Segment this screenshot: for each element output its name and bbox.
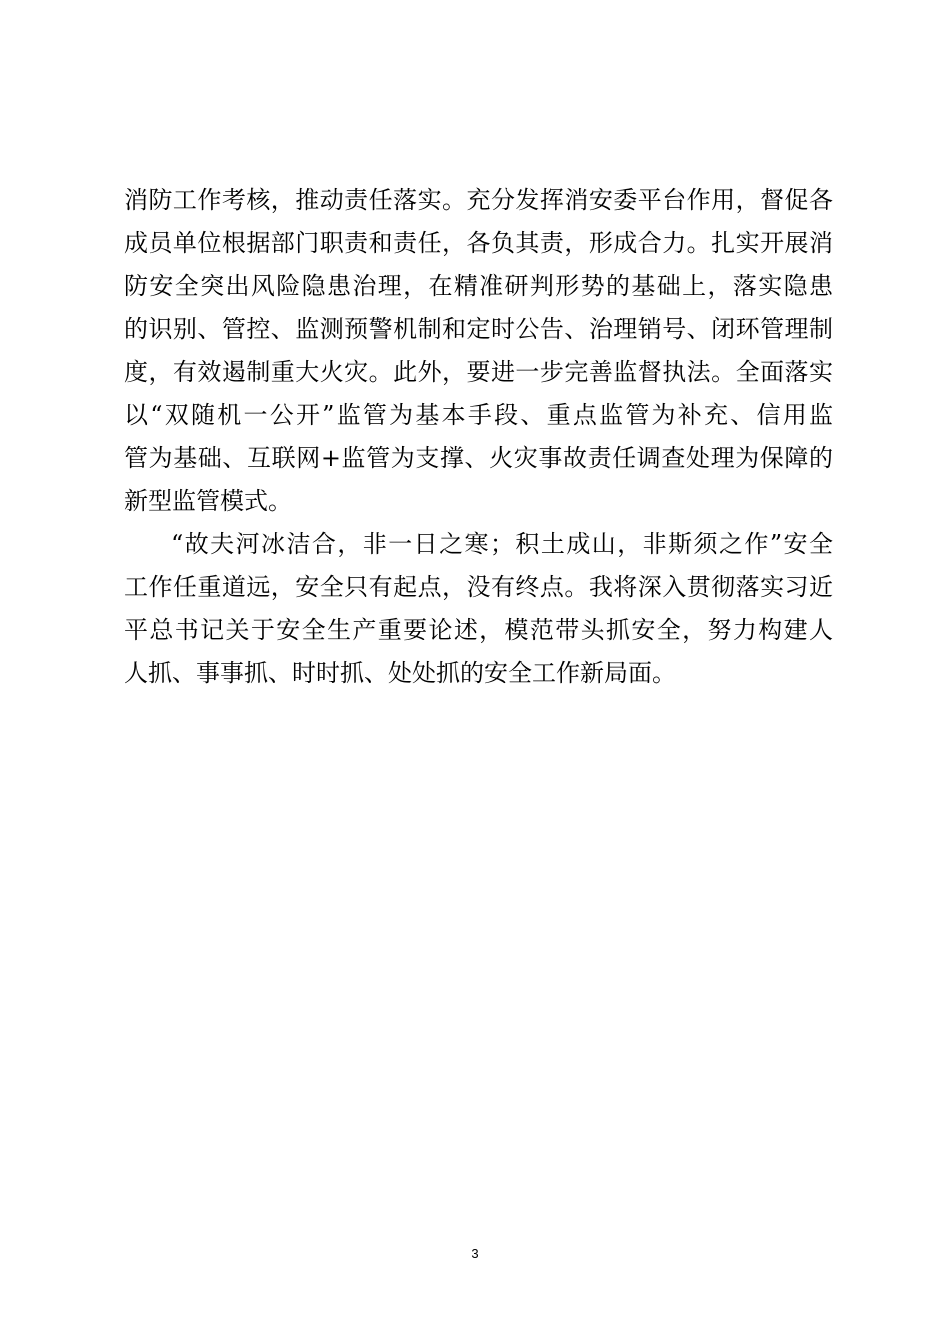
paragraph-2-line-1: “故夫河冰洁合，非一日之寒；积土成山，非斯须之作”安全 [171,530,833,558]
paragraph-1-line-3: 防安全突出风险隐患治理，在精准研判形势的基础上，落实隐患 [124,272,833,300]
paragraph-1-line-2: 成员单位根据部门职责和责任，各负其责，形成合力。扎实开展消 [124,229,833,257]
paragraph-1-line-5: 度，有效遏制重大火灾。此外，要进一步完善监督执法。全面落实 [124,358,833,386]
paragraph-1-line-1: 消防工作考核，推动责任落实。充分发挥消安委平台作用，督促各 [124,186,833,214]
paragraph-1-line-8: 新型监管模式。 [124,487,292,515]
paragraph-1-line-7: 管为基础、互联网+监管为支撑、火灾事故责任调查处理为保障的 [124,444,833,472]
paragraph-2-line-3: 平总书记关于安全生产重要论述，模范带头抓安全，努力构建人 [124,616,833,644]
page-number: 3 [471,1246,479,1261]
paragraph-2-line-2: 工作任重道远，安全只有起点，没有终点。我将深入贯彻落实习近 [124,573,833,601]
paragraph-1-line-6: 以“双随机一公开”监管为基本手段、重点监管为补充、信用监 [124,401,833,429]
paragraph-1-line-4: 的识别、管控、监测预警机制和定时公告、治理销号、闭环管理制 [124,315,833,343]
paragraph-2-line-4: 人抓、事事抓、时时抓、处处抓的安全工作新局面。 [124,659,676,687]
